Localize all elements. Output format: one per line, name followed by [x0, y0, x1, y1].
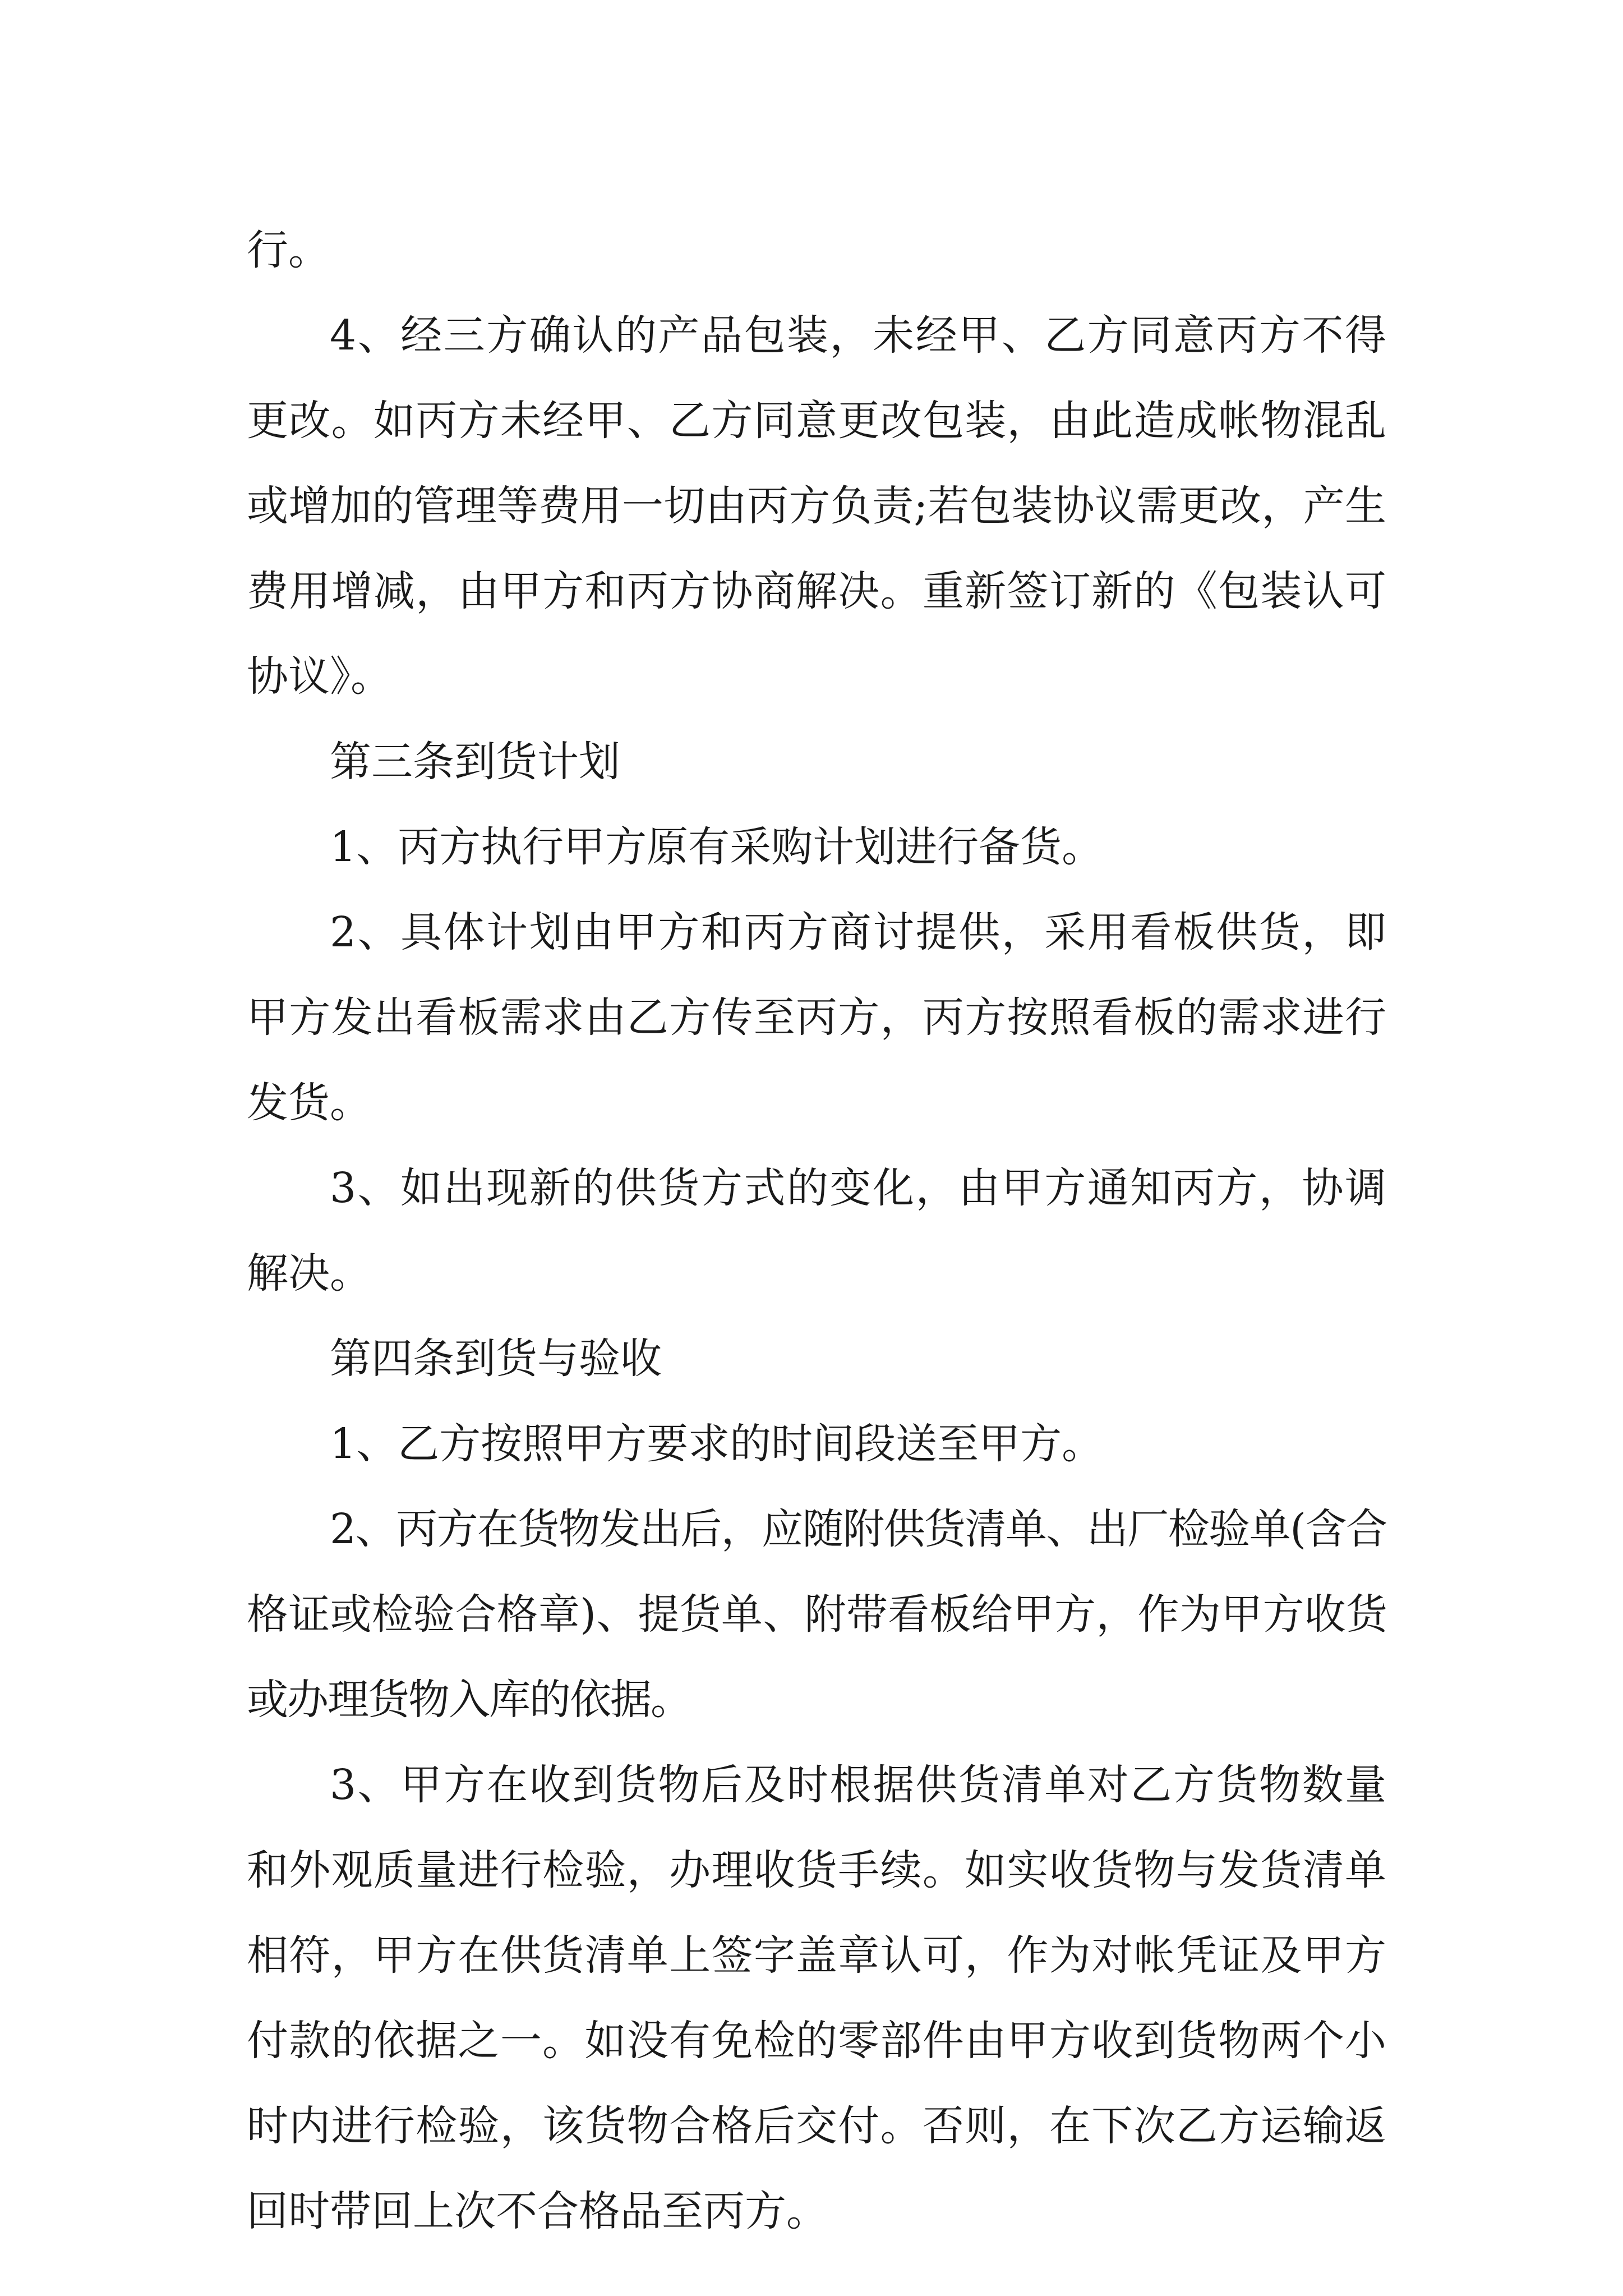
article-3-item-2: 2、具体计划由甲方和丙方商讨提供，采用看板供货，即甲方发出看板需求由乙方传至丙方，丙方按照看板的需求进行发货。: [247, 908, 1386, 1127]
document-body: [247, 208, 1386, 2254]
paragraph-continuation: 行。: [247, 226, 330, 274]
article-4-item-3: 3、甲方在收到货物后及时根据供货清单对乙方货物数量和外观质量进行检验，办理收货手续。如实收货物与发货清单相符，甲方在供货清单上签字盖章认可，作为对帐凭证及甲方付款的依据之一。如没有免检的零部件由甲方收到货物两个小时内进行检验，该货物合格后交付。否则，在下次乙方运输返回时带回上次不合格品至丙方。: [247, 1761, 1386, 2235]
article-4-heading: 第四条到货与验收: [330, 1335, 662, 1383]
article-3-item-3: 3、如出现新的供货方式的变化，由甲方通知丙方，协调解决。: [247, 1164, 1386, 1297]
article-4-item-1: 1、乙方按照甲方要求的时间段送至甲方。: [330, 1420, 1104, 1468]
article-3-item-1: 1、丙方执行甲方原有采购计划进行备货。: [330, 823, 1104, 871]
article-3-heading: 第三条到货计划: [330, 738, 620, 786]
paragraph-item-4-packaging: 4、经三方确认的产品包装，未经甲、乙方同意丙方不得更改。如丙方未经甲、乙方同意更改包装，由此造成帐物混乱或增加的管理等费用一切由丙方负责;若包装协议需更改，产生费用增减，由甲方和丙方协商解决。重新签订新的《包装认可协议》。: [247, 311, 1386, 701]
article-4-item-2: 2、丙方在货物发出后，应随附供货清单、出厂检验单(含合格证或检验合格章)、提货单、附带看板给甲方，作为甲方收货或办理货物入库的依据。: [247, 1505, 1386, 1724]
